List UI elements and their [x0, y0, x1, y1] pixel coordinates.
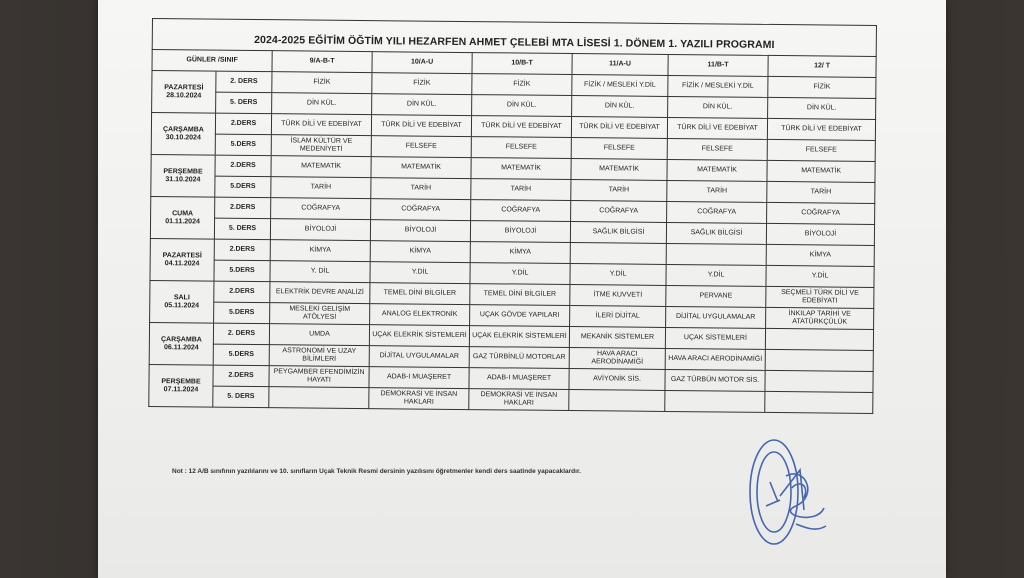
period-cell: 2.DERS: [214, 281, 270, 303]
subject-cell: BİYOLOJİ: [370, 220, 470, 242]
subject-cell: [765, 349, 873, 371]
subject-cell: [765, 370, 873, 392]
day-name: PAZARTESİ: [162, 251, 202, 259]
subject-cell: DİJİTAL UYGULAMALAR: [369, 346, 469, 368]
day-cell: [150, 238, 214, 281]
subject-cell: KİMYA: [270, 240, 370, 262]
subject-cell: ADAB-I MUAŞERET: [469, 368, 569, 390]
day-date: 30.10.2024: [165, 133, 201, 141]
subject-cell: MATEMATİK: [571, 159, 667, 181]
subject-cell: GAZ TÜRBİNLÜ MOTORLAR: [469, 347, 569, 369]
subject-cell: PERVANE: [666, 285, 766, 307]
subject-cell: COĞRAFYA: [667, 201, 767, 223]
subject-cell: ANALOG ELEKTRONİK: [370, 304, 470, 326]
period-cell: 2.DERS: [215, 155, 271, 177]
subject-cell: FİZİK / MESLEKİ Y.DİL: [572, 75, 668, 97]
subject-cell: DİN KÜL.: [272, 93, 372, 115]
period-cell: 2. DERS: [213, 323, 269, 345]
period-cell: 2.DERS: [214, 239, 270, 261]
subject-cell: TARİH: [371, 178, 471, 200]
subject-cell: AVİYONİK SİS.: [569, 369, 665, 391]
subject-cell: GAZ TÜRBÜN MOTOR SİS.: [665, 369, 765, 391]
subject-cell: ASTRONOMİ VE UZAY BİLİMLERİ: [269, 345, 369, 367]
subject-cell: Y.DİL: [370, 262, 470, 284]
subject-cell: DİN KÜL.: [372, 94, 472, 116]
subject-cell: BİYOLOJİ: [766, 223, 874, 245]
period-cell: 5.DERS: [213, 344, 269, 366]
class-header: 9/A-B-T: [272, 51, 372, 73]
day-date: 07.11.2024: [163, 385, 199, 393]
subject-cell: [665, 390, 765, 412]
subject-cell: DİN KÜL.: [768, 97, 876, 119]
day-cell: [151, 154, 215, 197]
subject-cell: FELSEFE: [767, 139, 875, 161]
subject-cell: İTME KUVVETİ: [570, 285, 666, 307]
subject-cell: MATEMATİK: [471, 158, 571, 180]
subject-cell: TARİH: [767, 181, 875, 203]
subject-cell: UÇAK SİSTEMLERİ: [665, 327, 765, 349]
day-date: 04.11.2024: [164, 259, 200, 267]
subject-cell: KİMYA: [370, 241, 470, 263]
subject-cell: MATEMATİK: [667, 159, 767, 181]
subject-cell: COĞRAFYA: [471, 200, 571, 222]
subject-cell: DİN KÜL.: [472, 95, 572, 117]
official-stamp-icon: [746, 436, 828, 548]
subject-cell: BİYOLOJİ: [470, 221, 570, 243]
subject-cell: TÜRK DİLİ VE EDEBİYAT: [667, 117, 767, 139]
day-name: ÇARŞAMBA: [162, 125, 204, 134]
period-cell: 5. DERS: [216, 92, 272, 114]
exam-schedule-document: [148, 18, 876, 414]
subject-cell: COĞRAFYA: [271, 198, 371, 220]
subject-cell: TÜRK DİLİ VE EDEBİYAT: [767, 118, 875, 140]
subject-cell: COĞRAFYA: [371, 199, 471, 221]
day-date: 01.11.2024: [165, 217, 200, 225]
subject-cell: DEMOKRASİ VE İNSAN HAKLARI: [369, 388, 469, 410]
subject-cell: Y.DİL: [470, 263, 570, 285]
day-name: PERŞEMBE: [163, 167, 203, 175]
day-date: 28.10.2024: [166, 91, 202, 99]
subject-cell: COĞRAFYA: [571, 201, 667, 223]
period-cell: 5.DERS: [215, 134, 271, 156]
subject-cell: TÜRK DİLİ VE EDEBİYAT: [471, 116, 571, 138]
day-date: 05.11.2024: [164, 301, 200, 309]
subject-cell: ELEKTRİK DEVRE ANALİZİ: [270, 282, 370, 304]
day-cell: [150, 280, 214, 323]
day-name: ÇARŞAMBA: [160, 335, 202, 343]
subject-cell: FELSEFE: [667, 138, 767, 160]
period-cell: 2.DERS: [213, 365, 269, 387]
period-cell: 5. DERS: [214, 218, 270, 240]
period-cell: 2. DERS: [216, 71, 272, 93]
subject-cell: TARİH: [471, 179, 571, 201]
subject-cell: TÜRK DİLİ VE EDEBİYAT: [271, 114, 371, 136]
subject-cell: [269, 387, 369, 409]
subject-cell: MATEMATİK: [767, 160, 875, 182]
subject-cell: TEMEL DİNİ BİLGİLER: [370, 283, 470, 305]
subject-cell: FİZİK / MESLEKİ Y.DİL: [668, 75, 768, 97]
subject-cell: FİZİK: [272, 72, 372, 94]
subject-cell: HAVA ARACI AERODİNAMİĞİ: [665, 348, 765, 370]
subject-cell: MATEMATİK: [371, 157, 471, 179]
day-cell: [149, 322, 213, 365]
period-cell: 2.DERS: [215, 113, 271, 135]
subject-cell: DEMOKRASİ VE İNSAN HAKLARI: [469, 389, 569, 411]
subject-cell: DİN KÜL.: [572, 96, 668, 118]
subject-cell: TEMEL DİNİ BİLGİLER: [470, 284, 570, 306]
subject-cell: TARİH: [571, 180, 667, 202]
class-header: 11/A-U: [572, 54, 668, 76]
subject-cell: Y.DİL: [570, 264, 666, 286]
corner-label: GÜNLER /SINIF: [152, 50, 272, 72]
period-cell: 2.DERS: [215, 197, 271, 219]
subject-cell: HAVA ARACI AERODİNAMİĞİ: [569, 348, 665, 370]
subject-cell: MATEMATİK: [271, 156, 371, 178]
day-name: PERŞEMBE: [161, 377, 201, 385]
day-name: CUMA: [172, 209, 194, 217]
subject-cell: UÇAK ELEKRİK SİSTEMLERİ: [369, 325, 469, 347]
subject-cell: [666, 243, 766, 265]
period-cell: 5.DERS: [215, 176, 271, 198]
day-date: 06.11.2024: [163, 343, 199, 351]
exam-schedule-table: [148, 18, 877, 414]
subject-cell: TARİH: [667, 180, 767, 202]
subject-cell: FİZİK: [372, 73, 472, 95]
period-cell: 5. DERS: [213, 386, 269, 408]
period-cell: 5.DERS: [214, 302, 270, 324]
class-header: 10/A-U: [372, 52, 472, 74]
document-title: 2024-2025 EĞİTİM ÖĞTİM YILI HEZARFEN AHMET ÇELEBİ MTA LİSESİ 1. DÖNEM 1. YAZILI PROGRAMI: [254, 33, 775, 51]
subject-cell: İSLAM KÜLTÜR VE MEDENİYETİ: [271, 135, 371, 157]
class-header: 12/ T: [768, 55, 876, 77]
subject-cell: MEKANİK SİSTEMLER: [569, 327, 665, 349]
footnote: Not : 12 A/B sınıfının yazılılarını ve 10. sınıfların Uçak Teknik Resmi dersinin yazılısını öğretmenler kendi ders saatinde yapacaklardır.: [172, 468, 581, 475]
day-name: SALI: [173, 293, 190, 301]
subject-cell: FELSEFE: [471, 137, 571, 159]
subject-cell: İLERİ DİJİTAL: [570, 306, 666, 328]
subject-cell: ADAB-I MUAŞERET: [369, 367, 469, 389]
subject-cell: MESLEKİ GELİŞİM ATÖLYESİ: [270, 303, 370, 325]
subject-cell: TÜRK DİLİ VE EDEBİYAT: [371, 115, 471, 137]
paper-sheet: [98, 0, 946, 578]
subject-cell: [569, 390, 665, 412]
subject-cell: Y.DİL: [766, 265, 874, 287]
subject-cell: KİMYA: [766, 244, 874, 266]
subject-cell: UÇAK GÖVDE YAPILARI: [470, 305, 570, 327]
day-cell: [150, 196, 214, 239]
subject-cell: FİZİK: [472, 74, 572, 96]
day-cell: [149, 364, 213, 407]
class-header: 11/B-T: [668, 54, 768, 76]
subject-cell: DİN KÜL.: [668, 96, 768, 118]
subject-cell: TARİH: [271, 177, 371, 199]
subject-cell: FELSEFE: [571, 138, 667, 160]
subject-cell: UÇAK ELEKRİK SİSTEMLERİ: [469, 326, 569, 348]
subject-cell: BİYOLOJİ: [270, 219, 370, 241]
subject-cell: UMDA: [269, 324, 369, 346]
class-header: 10/B-T: [472, 53, 572, 75]
subject-cell: COĞRAFYA: [767, 202, 875, 224]
subject-cell: FELSEFE: [371, 136, 471, 158]
subject-cell: SEÇMELİ TÜRK DİLİ VE EDEBİYATI: [766, 286, 874, 308]
subject-cell: [765, 328, 873, 350]
subject-cell: DİJİTAL UYGULAMALAR: [666, 306, 766, 328]
subject-cell: SAĞLIK BİLGİSİ: [666, 222, 766, 244]
subject-cell: KİMYA: [470, 242, 570, 264]
subject-cell: TÜRK DİLİ VE EDEBİYAT: [571, 117, 667, 139]
day-cell: [151, 113, 215, 156]
day-cell: [152, 71, 216, 114]
subject-cell: [765, 391, 873, 413]
subject-cell: [570, 243, 666, 265]
subject-cell: İNKILAP TARİHİ VE ATATÜRKÇÜLÜK: [766, 307, 874, 329]
subject-cell: PEYGAMBER EFENDİMİZİN HAYATI: [269, 366, 369, 388]
period-cell: 5.DERS: [214, 260, 270, 282]
subject-cell: Y. DİL: [270, 261, 370, 283]
subject-cell: FİZİK: [768, 76, 876, 98]
subject-cell: SAĞLIK BİLGİSİ: [570, 222, 666, 244]
subject-cell: Y.DİL: [666, 264, 766, 286]
day-name: PAZARTESİ: [164, 83, 204, 91]
day-date: 31.10.2024: [165, 175, 201, 183]
